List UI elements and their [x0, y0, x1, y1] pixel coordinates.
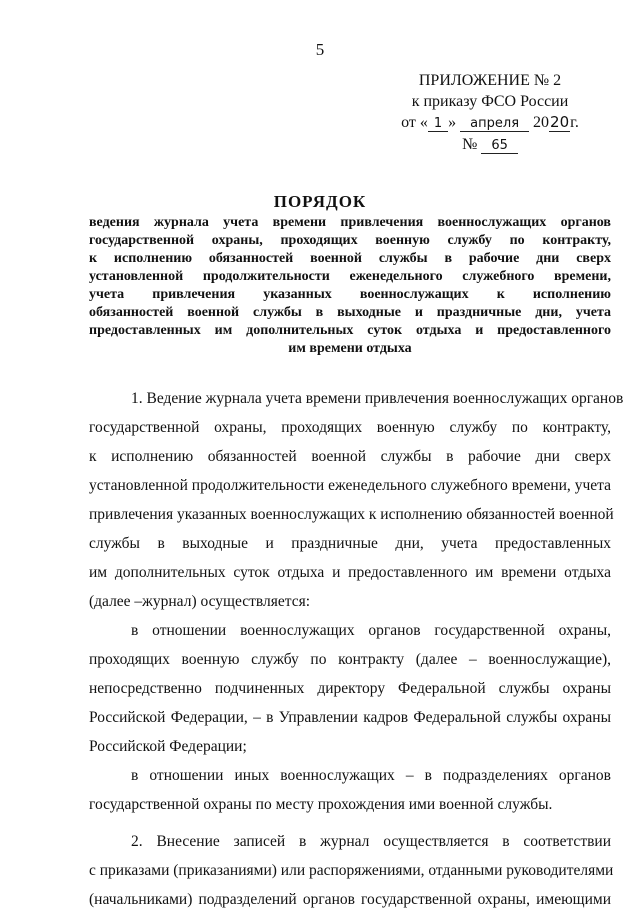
- paragraph-line: (начальниками) подразделений органов государственной охраны, имеющими: [89, 891, 611, 908]
- document-title: ПОРЯДОК: [273, 192, 367, 211]
- appendix-order-ref: к приказу ФСО России: [411, 93, 569, 110]
- appendix-header: [380, 70, 600, 156]
- date-year-prefix: 20: [533, 114, 550, 131]
- subtitle-line: к исполнению обязанностей военной службы в рабочие дни сверх: [89, 251, 611, 266]
- subtitle-line: государственной охраны, проходящих военную службу по контракту,: [89, 233, 611, 248]
- date-mid: »: [448, 114, 457, 131]
- subtitle-line: обязанностей военной службы в выходные и праздничные дни, учета: [89, 305, 611, 320]
- paragraph-line: 1. Ведение журнала учета времени привлечения военнослужащих органов: [131, 390, 624, 407]
- page-number: 5: [315, 40, 325, 59]
- paragraph-line: в отношении военнослужащих органов государственной охраны,: [131, 622, 611, 639]
- subtitle-line: установленной продолжительности еженедельного служебного времени,: [89, 269, 611, 284]
- document-body: [89, 384, 624, 914]
- subtitle-line: учета привлечения указанных военнослужащих к исполнению: [89, 287, 611, 302]
- paragraph-line: проходящих военную службу по контракту (далее – военнослужащие),: [89, 651, 611, 668]
- paragraph-line: (далее –журнал) осуществляется:: [89, 593, 311, 610]
- paragraph-line: с приказами (приказаниями) или распоряжениями, отданными руководителями: [89, 862, 614, 879]
- date-year: 20: [550, 113, 570, 131]
- paragraph-line: непосредственно подчиненных директору Федеральной службы охраны: [89, 680, 611, 697]
- subtitle-line: им времени отдыха: [288, 341, 412, 356]
- paragraph-line: к исполнению обязанностей военной службы в рабочие дни сверх: [89, 448, 611, 465]
- paragraph-line: привлечения указанных военнослужащих к исполнению обязанностей военной: [89, 506, 614, 523]
- paragraph-line: в отношении иных военнослужащих – в подразделениях органов: [131, 767, 611, 784]
- paragraph-line: им дополнительных суток отдыха и предоставленного им времени отдыха: [89, 564, 611, 581]
- paragraph-line: службы в выходные и праздничные дни, учета предоставленных: [89, 535, 611, 552]
- date-month: апреля: [460, 116, 529, 132]
- paragraph-line: Российской Федерации, – в Управлении кадров Федеральной службы охраны: [89, 709, 611, 726]
- date-suffix: г.: [570, 114, 579, 131]
- paragraph-line: 2. Внесение записей в журнал осуществляется в соответствии: [131, 833, 611, 850]
- paragraph-line: государственной охраны по месту прохождения ими военной службы.: [89, 796, 553, 813]
- paragraph-line: установленной продолжительности еженедельного служебного времени, учета: [89, 477, 611, 494]
- number-prefix: №: [462, 136, 478, 153]
- paragraph-line: государственной охраны, проходящих военную службу по контракту,: [89, 419, 611, 436]
- appendix-date: [380, 112, 600, 134]
- date-prefix: от «: [401, 114, 428, 131]
- order-number: 65: [481, 138, 518, 154]
- paragraph-4: [89, 827, 614, 914]
- appendix-title: ПРИЛОЖЕНИЕ № 2: [418, 72, 562, 89]
- appendix-number: [380, 134, 600, 156]
- document-subtitle: [89, 214, 611, 358]
- subtitle-line: ведения журнала учета времени привлечения военнослужащих органов: [89, 215, 611, 230]
- paragraph-2: [89, 616, 611, 761]
- paragraph-3: [89, 761, 611, 819]
- paragraph-line: Российской Федерации;: [89, 738, 247, 755]
- paragraph-gap: [89, 819, 611, 827]
- subtitle-line: предоставленных им дополнительных суток отдыха и предоставленного: [89, 323, 611, 338]
- date-day: 1: [428, 116, 448, 132]
- paragraph-1: [89, 384, 624, 616]
